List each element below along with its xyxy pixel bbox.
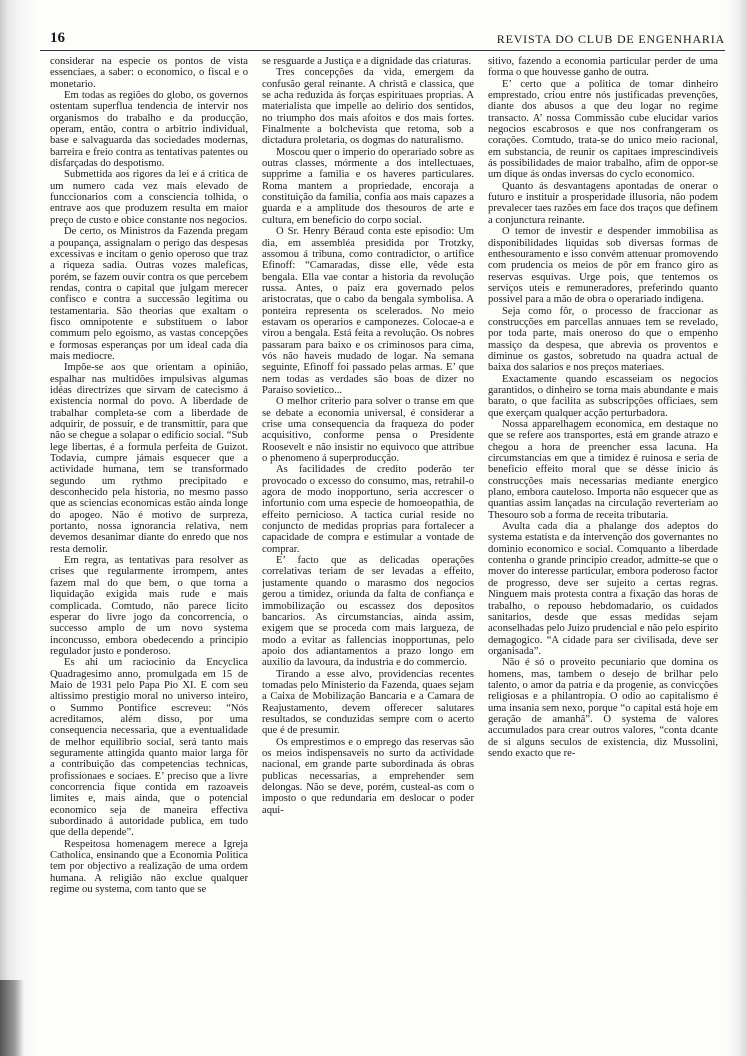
paragraph: E’ facto que as delicadas operações correlativas teriam de ser levadas a effeito, justamente quando o marasmo dos negocios gerou a timidez, oriunda da falta de confiança e immobilização ou escassez dos depositos bancarios. As circumstancias, ainda assim, exigem que se proceda com mais largueza, de modo a evitar as fallencias inopportunas, pelo apoio dos adiantamentos a prazo longo em auxilio da lavoura, da industria e do commercio.	[262, 555, 474, 669]
paragraph: De certo, os Ministros da Fazenda pregam a poupança, assignalam o perigo das despesas excessivas e incitam o genio operoso que traz a riqueza sadia. Outras vozes maleficas, porém, se fazem ouvir contra os que percebem rendas, contra o capital que julgam merecer confisco e contra a successão legitima ou testamentaria. São theorias que exaltam o fisco omnipotente e substituem o labor commum pelo egoismo, as vastas concepções e formosas esperanças por um ideal cada dia mais mediocre.	[50, 226, 248, 362]
paragraph: sitivo, fazendo a economia particular perder de uma forma o que houvesse ganho de outra.	[488, 56, 718, 79]
paragraph: Em regra, as tentativas para resolver as crises que regularmente irrompem, antes fazem mal do que bem, o que torna a liquidação exigida mais rude e mais complicada. Comtudo, não parece licito esperar do livre jogo da concorrencia, o successo amplo de um novo systema inconcusso, embora obedecendo a principio regulador justo e ponderoso.	[50, 555, 248, 657]
paragraph: Exactamente quando escasseiam os negocios garantidos, o dinheiro se torna mais abundante e mais barato, o que facilita as subscripções officiaes, sem que exerçam qualquer acção perturbadora.	[488, 373, 718, 419]
paragraph: O melhor criterio para solver o transe em que se debate a economia universal, é considerar a crise uma consequencia da fraqueza do poder acquisitivo, conforme pensa o Presidente Roosevelt e não insistir no equivoco que attribue o phenomeno á superproducção.	[262, 396, 474, 465]
text-column-middle	[262, 56, 474, 1046]
paragraph: Quanto ás desvantagens apontadas de onerar o futuro e instituir a prosperidade illusoria, não podem prevalecer taes razões em face dos traços que definem a conjunctura reinante.	[488, 180, 718, 226]
scanned-page-left-edge	[0, 0, 38, 1056]
paragraph: As facilidades de credito poderão ter provocado o excesso do consumo, mas, retrahil-o agora de modo inopportuno, seria accrescer o infortunio com uma especie de homoeopathia, de effeito pernicioso. A tactica curial reside no conjuncto de medidas proprias para fortalecer a capacidade de compra e estimular a vontade de comprar.	[262, 464, 474, 555]
header-rule	[40, 50, 725, 51]
paragraph: Es ahi um raciocinio da Encyclica Quadragesimo anno, promulgada em 15 de Maio de 1931 pelo Papa Pio XI. E com seu altissimo prestigio moral no universo inteiro, o Summo Pontifice escreveu: “Nós acreditamos, além disso, por uma consequencia necessaria, que a eventualidade de melhor equilibrio social, será tanto mais seguramente attingida quanto maior larga fôr a contribuição das competencias technicas, profissionaes e sociaes. E’ preciso que a livre concorrencia fique contida em razoaveis limites e, mais ainda, que o potencial economico seja de maneira effectiva subordinado á autoridade publica, em tudo que della depende”.	[50, 657, 248, 839]
paragraph: E’ certo que a politica de tomar dinheiro emprestado, criou entre nós justificadas prevenções, diante dos abusos a que deu logar no regime transacto. A’ nossa Commissão cube elucidar varios negocios escabrosos e que nos confrangeram os corações. Comtudo, trata-se do unico meio racional, em substancia, de reunir os capitaes imprescindiveis ás possibilidades de maior trabalho, afim de oppor-se um dique ás ondas inversas do cyclo economico.	[488, 78, 718, 181]
scanned-page-right-edge	[727, 0, 747, 1056]
paragraph: Nossa apparelhagem economica, em destaque no que se refere aos transportes, está em grande atrazo e chegou a hora de preencher essa lacuna. Ha circumstancias em que a timidez é ruinosa e seria de beneficio effeito moral que se désse inicio ás construcções mais necessarias mediante energico plano, embora cauteloso. Importa não esquecer que as quantias assim lançadas na circulação reverteriam ao Thesouro sob a forma de receita tributaria.	[488, 419, 718, 521]
paragraph: Avulta cada dia a phalange dos adeptos do systema estatista e da intervenção dos governantes no dominio economico e social. Comquanto a liberdade contenha o grande principio creador, admitte-se que o mover do interesse particular, embora poderoso factor de progresso, deve ser sujeito a certas regras. Ninguem mais protesta contra a fixação das horas de trabalho, o repouso hebdomadario, os cuidados sanitarios, desde que essas medidas sejam aconselhadas pelo Juizo prudencial e não pelo espirito demagogico. “A cidade para ser civilisada, deve ser organisada”.	[488, 521, 718, 657]
paragraph: se resguarde a Justiça e a dignidade das criaturas.	[262, 56, 472, 67]
page-header	[40, 30, 725, 48]
paragraph: Tirando a esse alvo, providencias recentes tomadas pelo Ministerio da Fazenda, quaes sejam a Caixa de Mobilização Bancaria e a Camara de Reajustamento, devem offerecer salutares resultados, se conduzidas sempre com o acerto que é de presumir.	[262, 668, 474, 737]
paragraph: Respeitosa homenagem merece a Igreja Catholica, ensinando que a Economia Politica tem por objectivo a realização de uma ordem humana. A religião não exclue qualquer regime ou systema, com tanto que se	[50, 838, 248, 896]
paragraph: Tres concepções da vida, emergem da confusão geral reinante. A christã e classica, que se acha reduzida ás forças espirituaes proprias. A materialista que impelle ao delirio dos sentidos, no triumpho dos mais afoitos e dos mais fortes. Finalmente a bolchevista que retoma, sob a dictadura proletaria, os dogmas do naturalismo.	[262, 67, 474, 147]
running-head: REVISTA DO CLUB DE ENGENHARIA	[496, 32, 725, 46]
paragraph: O Sr. Henry Béraud conta este episodio: Um dia, em assembléa presidida por Trotzky, assomou á tribuna, como contradictor, o artifice Efinoff: “Camaradas, disse elle, vêde esta bengala. Ella vae contar a historia da revolução russa. Antes, o paiz era governado pelos aristocratas, que o cabo da bengala symbolisa. A ponteira representa os scelerados. No meio estavam os operarios e camponezes. Colocae-a e virou a bengala. Está feita a revolução. Os nobres passaram para baixo e os criminosos para cima, vós não haveis mudado de logar. Na semana seguinte, Efinoff foi passado pelas armas. E’ que nem todas as verdades são boas de dizer no Paraiso sovietico...	[262, 226, 474, 396]
paragraph: Moscou quer o imperio do operariado sobre as outras classes, mórmente a dos intellectuaes, supprime a familia e os haveres particulares. Roma mantem a propriedade, encoraja a constituição da familia, confia aos mais capazes a guarda e a amplitude dos thesouros de arte e cultura, em beneficio do corpo social.	[262, 146, 474, 226]
paragraph: Submettida aos rigores da lei e á critica de um numero cada vez mais elevado de funccionarios com a consciencia tolhida, o entrave aos que produzem resulta em maior preço de custo e obice constante nos negocios.	[50, 169, 248, 226]
text-column-left	[50, 56, 248, 1046]
paragraph: Seja como fôr, o processo de fraccionar as construcções em parcellas annuaes tem se revelado, por toda parte, mais oneroso do que o empenho massiço da despesa, que abrevia os proventos e diminue os gastos, sobretudo na quadra actual de baixa dos salarios e nos preços materiaes.	[488, 305, 718, 374]
paragraph: Em todas as regiões do globo, os governos ostentam superflua tendencia de intervir nos organismos do trabalho e da producção, operam, então, contra o arbitrio individual, base e salvaguarda das sociedades modernas, barreira e freio contra as tentativas patentes ou disfarçadas do despotismo.	[50, 90, 248, 170]
paragraph: Não é só o proveito pecuniario que domina os homens, mas, tambem o desejo de brilhar pelo talento, o amor da patria e da progenie, as convicções religiosas e a philantropia. O odio ao capitalismo é uma insania sem nexo, porque “o capital está hoje em geração de amanhã”. O systema de valores accumulados para crear outros valores, “conta dcante de si alguns seculos de existencia, diz Mussolini, sendo exacto que re-	[488, 657, 718, 759]
text-column-right	[488, 56, 718, 1046]
paragraph: O temor de investir e despender immobilisa as disponibilidades liquidas sob diversas formas de enthesouramento e isso convém attenuar promovendo com prudencia os meios de pôr em franco giro as reservas esquivas. Urge pois, que tentemos os serviços uteis e remuneradores, preferindo quanto possivel para a mão de obra o operariado indigena.	[488, 226, 718, 306]
paragraph: Os emprestimos e o emprego das reservas são os meios indispensaveis no surto da actividade nacional, em grande parte subordinada ás obras publicas necessarias, a emprehender sem delongas. Não se deve, porém, custeal-as com o imposto o que redundaria em deslocar o poder aqui-	[262, 736, 474, 816]
paragraph: considerar na especie os pontos de vista essenciaes, a saber: o economico, o fiscal e o monetario.	[50, 56, 248, 90]
scanned-page-corner-shadow	[0, 980, 24, 1056]
page-number: 16	[50, 30, 65, 46]
paragraph: Impõe-se aos que orientam a opinião, espalhar nas multidões impulsivas algumas idéas directrizes que sirvam de catecismo á existencia normal do povo. A liberdade de trabalhar completa-se com a liberdade de adquirir, de possuir, e de transmittir, para que não se chegue a solapar o edificio social. “Sub lege libertas, é a formula perfeita de Guizot. Todavia, cumpre jámais esquecer que a actividade humana, tem se transformado segundo um rythmo precipitado e desconhecido pela historia, no mesmo passo que as sciencias economicas estão ainda longe do apogeo. Não é motivo de surpreza, portanto, nossa ignorancia relativa, nem devemos desanimar diante do enredo que nos resta demolir.	[50, 362, 248, 555]
